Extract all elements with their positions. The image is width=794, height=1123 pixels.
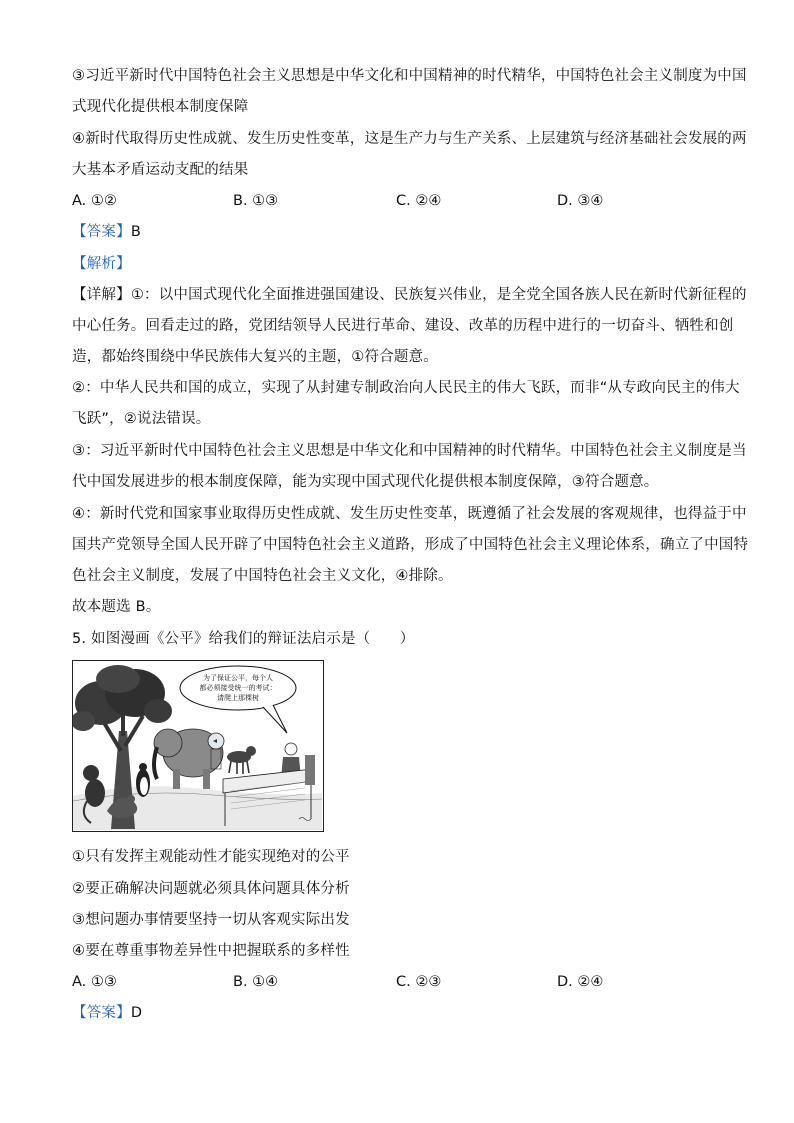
answer-tag: 【答案】 — [72, 224, 131, 240]
q4-option-c: C. ②④ — [396, 193, 442, 209]
q5-answer-tag: 【答案】 — [72, 1005, 131, 1021]
detail-1-text: ①：以中国式现代化全面推进强国建设、民族复兴伟业，是全党全国各族人民在新时代新征程的 — [130, 287, 747, 303]
fairness-cartoon — [72, 660, 324, 832]
q4-option-b: B. ①③ — [233, 193, 279, 209]
detail-2-line2: 飞跃”，②说法错误。 — [72, 411, 211, 427]
q5-item4: ④要在尊重事物差异性中把握联系的多样性 — [72, 943, 350, 959]
q5-option-b: B. ①④ — [233, 974, 279, 990]
q5-option-a: A. ①③ — [72, 974, 117, 990]
bubble-line3: 请爬上那棵树 — [217, 694, 259, 702]
conclusion: 故本题选 B。 — [72, 599, 161, 615]
q5-item1: ①只有发挥主观能动性才能实现绝对的公平 — [72, 849, 350, 865]
detail-4-line1: ④：新时代党和国家事业取得历史性成就、发生历史性变革，既遵循了社会发展的客观规律，也得益于中 — [72, 506, 747, 522]
q5-answer-line — [72, 1003, 142, 1023]
bubble-line1: 为了保证公平，每个人 — [203, 674, 273, 682]
speech-bubble — [180, 666, 296, 733]
detail-1-line3: 造，都始终围绕中华民族伟大复兴的主题，①符合题意。 — [72, 349, 438, 365]
detail-4-line3: 色社会主义制度，发展了中国特色社会主义文化，④排除。 — [72, 568, 453, 584]
q4-option-a: A. ①② — [72, 193, 117, 209]
q5-stem: 5. 如图漫画《公平》给我们的辩证法启示是（ ） — [72, 631, 415, 647]
q4-option-d: D. ③④ — [557, 193, 604, 209]
q4-item4-line1: ④新时代取得历史性成就、发生历史性变革，这是生产力与生产关系、上层建筑与经济基础社会发展的两 — [72, 131, 747, 147]
q5-option-d: D. ②④ — [557, 974, 604, 990]
q5-answer-value: D — [130, 1005, 143, 1021]
q4-item3-line2: 式现代化提供根本制度保障 — [72, 99, 249, 115]
detail-2-line1: ②：中华人民共和国的成立，实现了从封建专制政治向人民民主的伟大飞跃，而非“从专政向民主的伟大 — [72, 380, 740, 396]
bubble-line2: 都必须接受统一的考试： — [199, 684, 277, 692]
q5-item2: ②要正确解决问题就必须具体问题具体分析 — [72, 881, 350, 897]
q5-item3: ③想问题办事情要坚持一切从客观实际出发 — [72, 912, 350, 928]
answer-value: B — [130, 224, 141, 240]
analysis-tag: 【解析】 — [72, 256, 131, 272]
detail-3-line1: ③：习近平新时代中国特色社会主义思想是中华文化和中国精神的时代精华。中国特色社会主义制度是当 — [72, 443, 747, 459]
detail-3-line2: 代中国发展进步的根本制度保障，能为实现中国式现代化提供根本制度保障，③符合题意。 — [72, 474, 659, 490]
penguin — [136, 763, 150, 797]
q5-option-c: C. ②③ — [396, 974, 442, 990]
detail-tag: 【详解】 — [72, 287, 131, 303]
q4-item3-line1: ③习近平新时代中国特色社会主义思想是中华文化和中国精神的时代精华，中国特色社会主义制度为中国 — [72, 68, 747, 84]
dog — [227, 746, 256, 774]
cartoon-drawing — [73, 661, 322, 830]
detail-1-line2: 中心任务。回看走过的路，党团结领导人民进行革命、建设、改革的历程中进行的一切奋斗、牺牲和创 — [72, 318, 734, 334]
detail-1-line1 — [72, 285, 747, 305]
q4-answer-line — [72, 222, 141, 242]
q4-item4-line2: 大基本矛盾运动支配的结果 — [72, 162, 249, 178]
detail-4-line2: 国共产党领导全国人民开辟了中国特色社会主义道路，形成了中国特色社会主义理论体系，确立了中国特 — [72, 537, 749, 553]
